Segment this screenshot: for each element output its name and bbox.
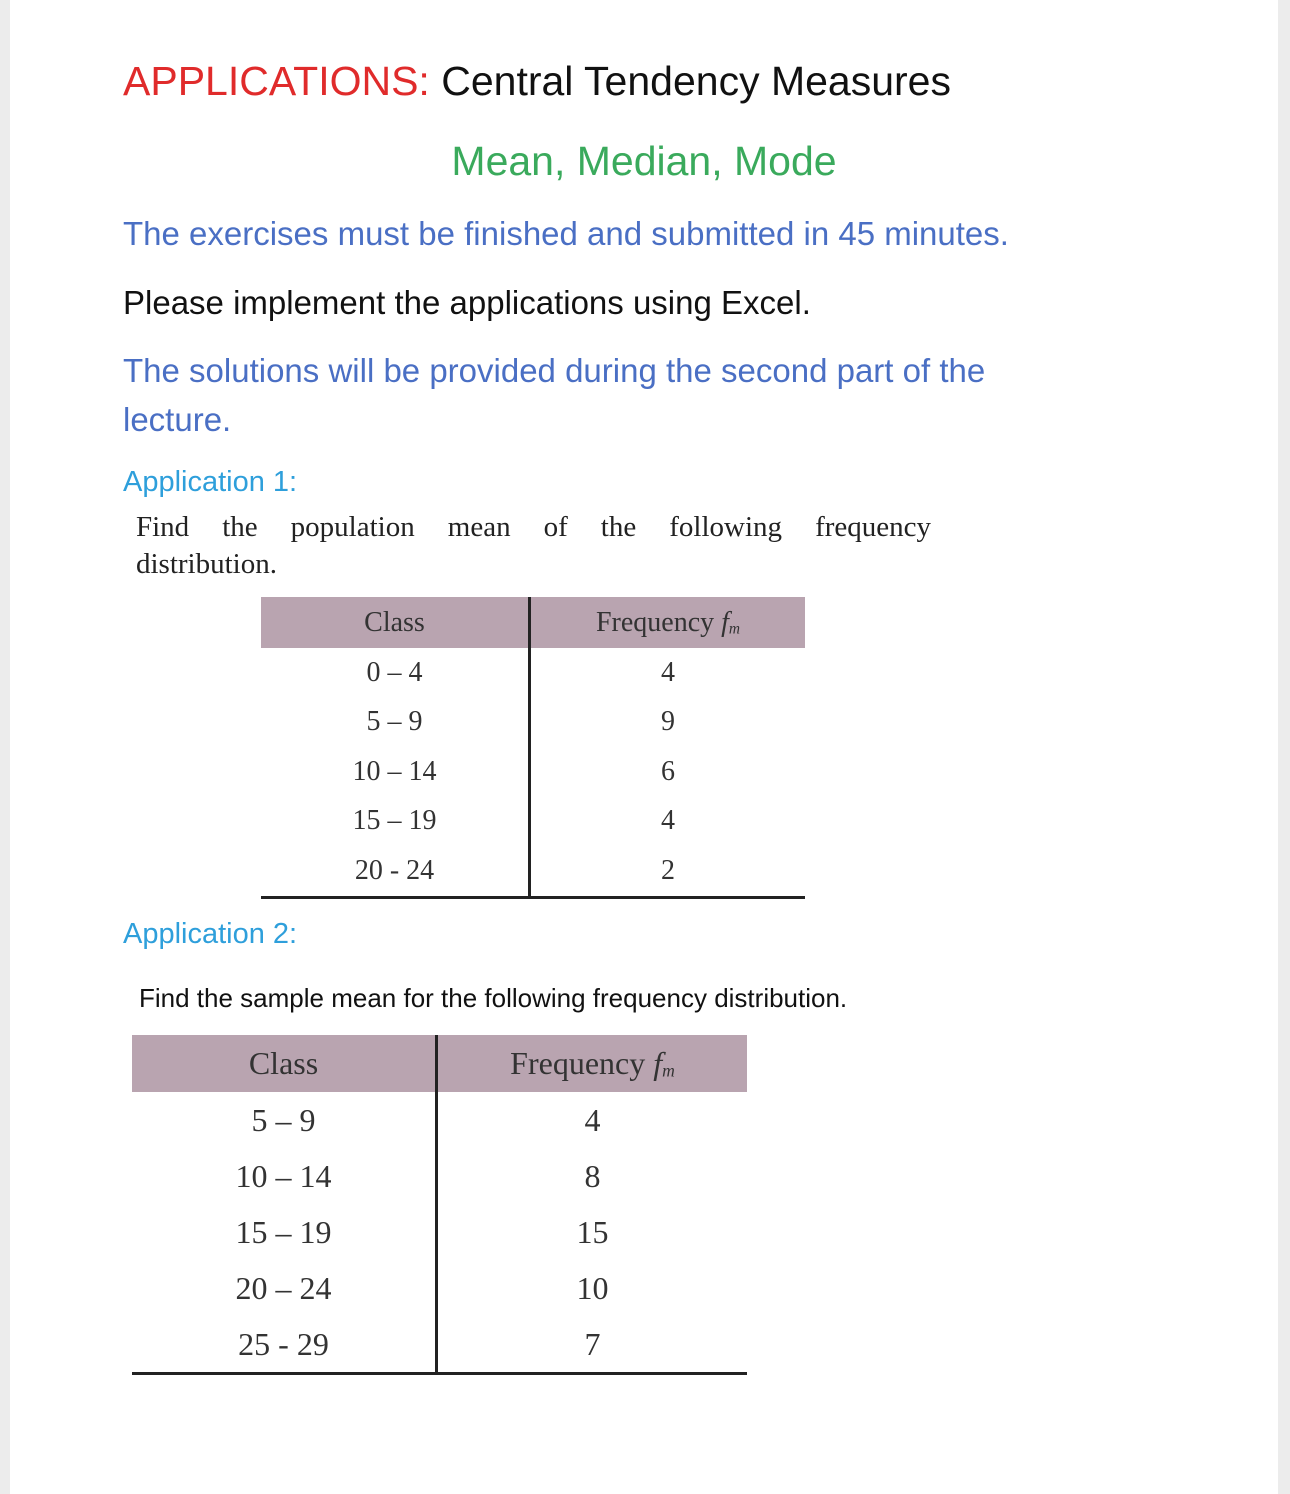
table-header-row — [261, 597, 805, 648]
column-header-frequency — [437, 1035, 748, 1092]
frequency-subscript: m — [728, 619, 741, 637]
table-row — [132, 1148, 747, 1204]
application-1-heading: Application 1: — [123, 466, 298, 498]
class-cell: 0 – 4 — [261, 648, 530, 698]
column-header-class: Class — [261, 597, 530, 648]
class-cell: 5 – 9 — [261, 698, 530, 748]
frequency-symbol: f — [721, 606, 729, 638]
frequency-label: Frequency — [510, 1045, 646, 1081]
class-cell: 20 - 24 — [261, 846, 530, 897]
class-cell: 5 – 9 — [132, 1092, 437, 1148]
table-row — [261, 648, 805, 698]
frequency-label: Frequency — [595, 606, 715, 638]
document-page — [10, 0, 1278, 1494]
frequency-table-1 — [261, 597, 805, 899]
frequency-cell: 15 — [576, 1213, 609, 1250]
application-1-question: Find the population mean of the following frequency — [136, 511, 931, 543]
intro-deadline: The exercises must be finished and submitted in 45 minutes. — [123, 215, 1009, 252]
table-row — [261, 846, 805, 897]
frequency-subscript: m — [662, 1060, 675, 1081]
title-main: Central Tendency Measures — [441, 58, 951, 104]
frequency-cell: 10 — [576, 1269, 609, 1306]
class-cell: 20 – 24 — [132, 1260, 437, 1316]
frequency-cell: 4 — [661, 656, 675, 688]
frequency-cell: 2 — [530, 846, 806, 897]
column-header-frequency — [530, 597, 806, 648]
frequency-table-2 — [132, 1035, 747, 1375]
frequency-cell: 4 — [584, 1101, 601, 1138]
table-row — [261, 698, 805, 748]
table-row — [132, 1260, 747, 1316]
class-cell: 25 - 29 — [132, 1316, 437, 1374]
frequency-cell: 4 — [661, 805, 675, 837]
table-row — [261, 747, 805, 797]
column-header-class: Class — [132, 1035, 437, 1092]
class-cell: 10 – 14 — [132, 1148, 437, 1204]
application-1-question-cont: distribution. — [136, 548, 277, 580]
intro-excel-instruction: Please implement the applications using Excel. — [123, 284, 811, 321]
table-row — [261, 797, 805, 847]
table-row — [132, 1204, 747, 1260]
class-cell: 10 – 14 — [261, 747, 530, 797]
class-cell: 15 – 19 — [261, 797, 530, 847]
intro-solutions-line2: lecture. — [123, 401, 232, 438]
frequency-cell: 8 — [584, 1157, 601, 1194]
application-2-heading: Application 2: — [123, 918, 298, 950]
intro-solutions-line1: The solutions will be provided during the second part of the — [123, 352, 986, 389]
table-row — [132, 1092, 747, 1148]
application-2-question: Find the sample mean for the following frequency distribution. — [139, 983, 848, 1013]
frequency-symbol: f — [653, 1045, 663, 1081]
page-subtitle: Mean, Median, Mode — [451, 138, 837, 184]
title-prefix: APPLICATIONS: — [123, 58, 430, 104]
class-cell: 15 – 19 — [132, 1204, 437, 1260]
table-header-row — [132, 1035, 747, 1092]
frequency-cell: 9 — [661, 706, 675, 738]
table-row — [132, 1316, 747, 1374]
frequency-cell: 6 — [661, 755, 675, 787]
frequency-cell: 7 — [437, 1316, 748, 1374]
page-title — [123, 58, 951, 105]
